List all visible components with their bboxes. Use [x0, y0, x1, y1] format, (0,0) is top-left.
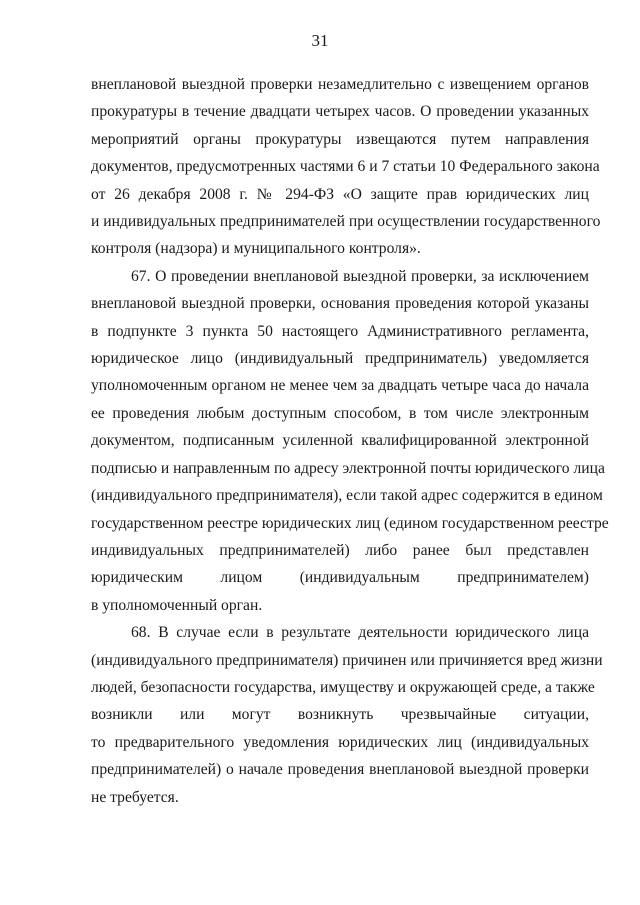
text-line: мероприятий органы прокуратуры извещаются путем направления — [91, 130, 589, 148]
text-line: прокуратуры в течение двадцати четырех часов. О проведении указанных — [91, 103, 589, 121]
text-line: в подпункте 3 пункта 50 настоящего Административного регламента, — [91, 322, 589, 340]
text-line: предпринимателей) о начале проведения внеплановой выездной проверки — [91, 761, 589, 779]
text-line: документом, подписанным усиленной квалифицированной электронной — [91, 432, 589, 450]
text-line: 67. О проведении внеплановой выездной проверки, за исключением — [131, 267, 589, 285]
text-line: людей, безопасности государства, имуществу и окружающей среде, а также — [91, 678, 595, 696]
text-line: юридическое лицо (индивидуальный предприниматель) уведомляется — [91, 350, 589, 368]
paragraph-67 — [91, 263, 609, 619]
text-line: контроля (надзора) и муниципального контроля». — [91, 240, 421, 258]
text-line: внеплановой выездной проверки незамедлительно с извещением органов — [91, 76, 589, 93]
text-line: внеплановой выездной проверки, основания проведения которой указаны — [91, 295, 589, 313]
text-line: возникли или могут возникнуть чрезвычайные ситуации, — [91, 706, 589, 724]
text-line: то предварительного уведомления юридических лиц (индивидуальных — [91, 733, 589, 751]
text-line: государственном реестре юридических лиц (едином государственном реестре — [91, 514, 609, 532]
text-line: не требуется. — [91, 788, 179, 806]
text-line: 68. В случае если в результате деятельности юридического лица — [131, 624, 589, 642]
text-line: индивидуальных предпринимателей) либо ранее был представлен — [91, 541, 589, 559]
page-number: 31 — [311, 31, 329, 50]
text-line: подписью и направленным по адресу электронной почты юридического лица — [91, 459, 605, 477]
paragraph-continuation — [91, 71, 601, 263]
text-line: ее проведения любым доступным способом, в том числе электронным — [91, 404, 589, 422]
text-line: в уполномоченный орган. — [91, 596, 263, 614]
text-line: и индивидуальных предпринимателей при осуществлении государственного — [91, 213, 601, 231]
text-line: (индивидуального предпринимателя) причинен или причиняется вред жизни — [91, 651, 603, 669]
text-line: (индивидуального предпринимателя), если такой адрес содержится в едином — [91, 487, 603, 505]
text-line: уполномоченным органом не менее чем за двадцать четыре часа до начала — [91, 377, 589, 395]
paragraph-68 — [91, 619, 603, 811]
text-line: юридическим лицом (индивидуальным предпринимателем) — [91, 569, 589, 587]
body-text — [91, 71, 609, 811]
text-line: документов, предусмотренных частями 6 и 7 статьи 10 Федерального закона — [91, 158, 600, 176]
text-line: от 26 декабря 2008 г. № 294-ФЗ «О защите прав юридических лиц — [91, 185, 589, 203]
